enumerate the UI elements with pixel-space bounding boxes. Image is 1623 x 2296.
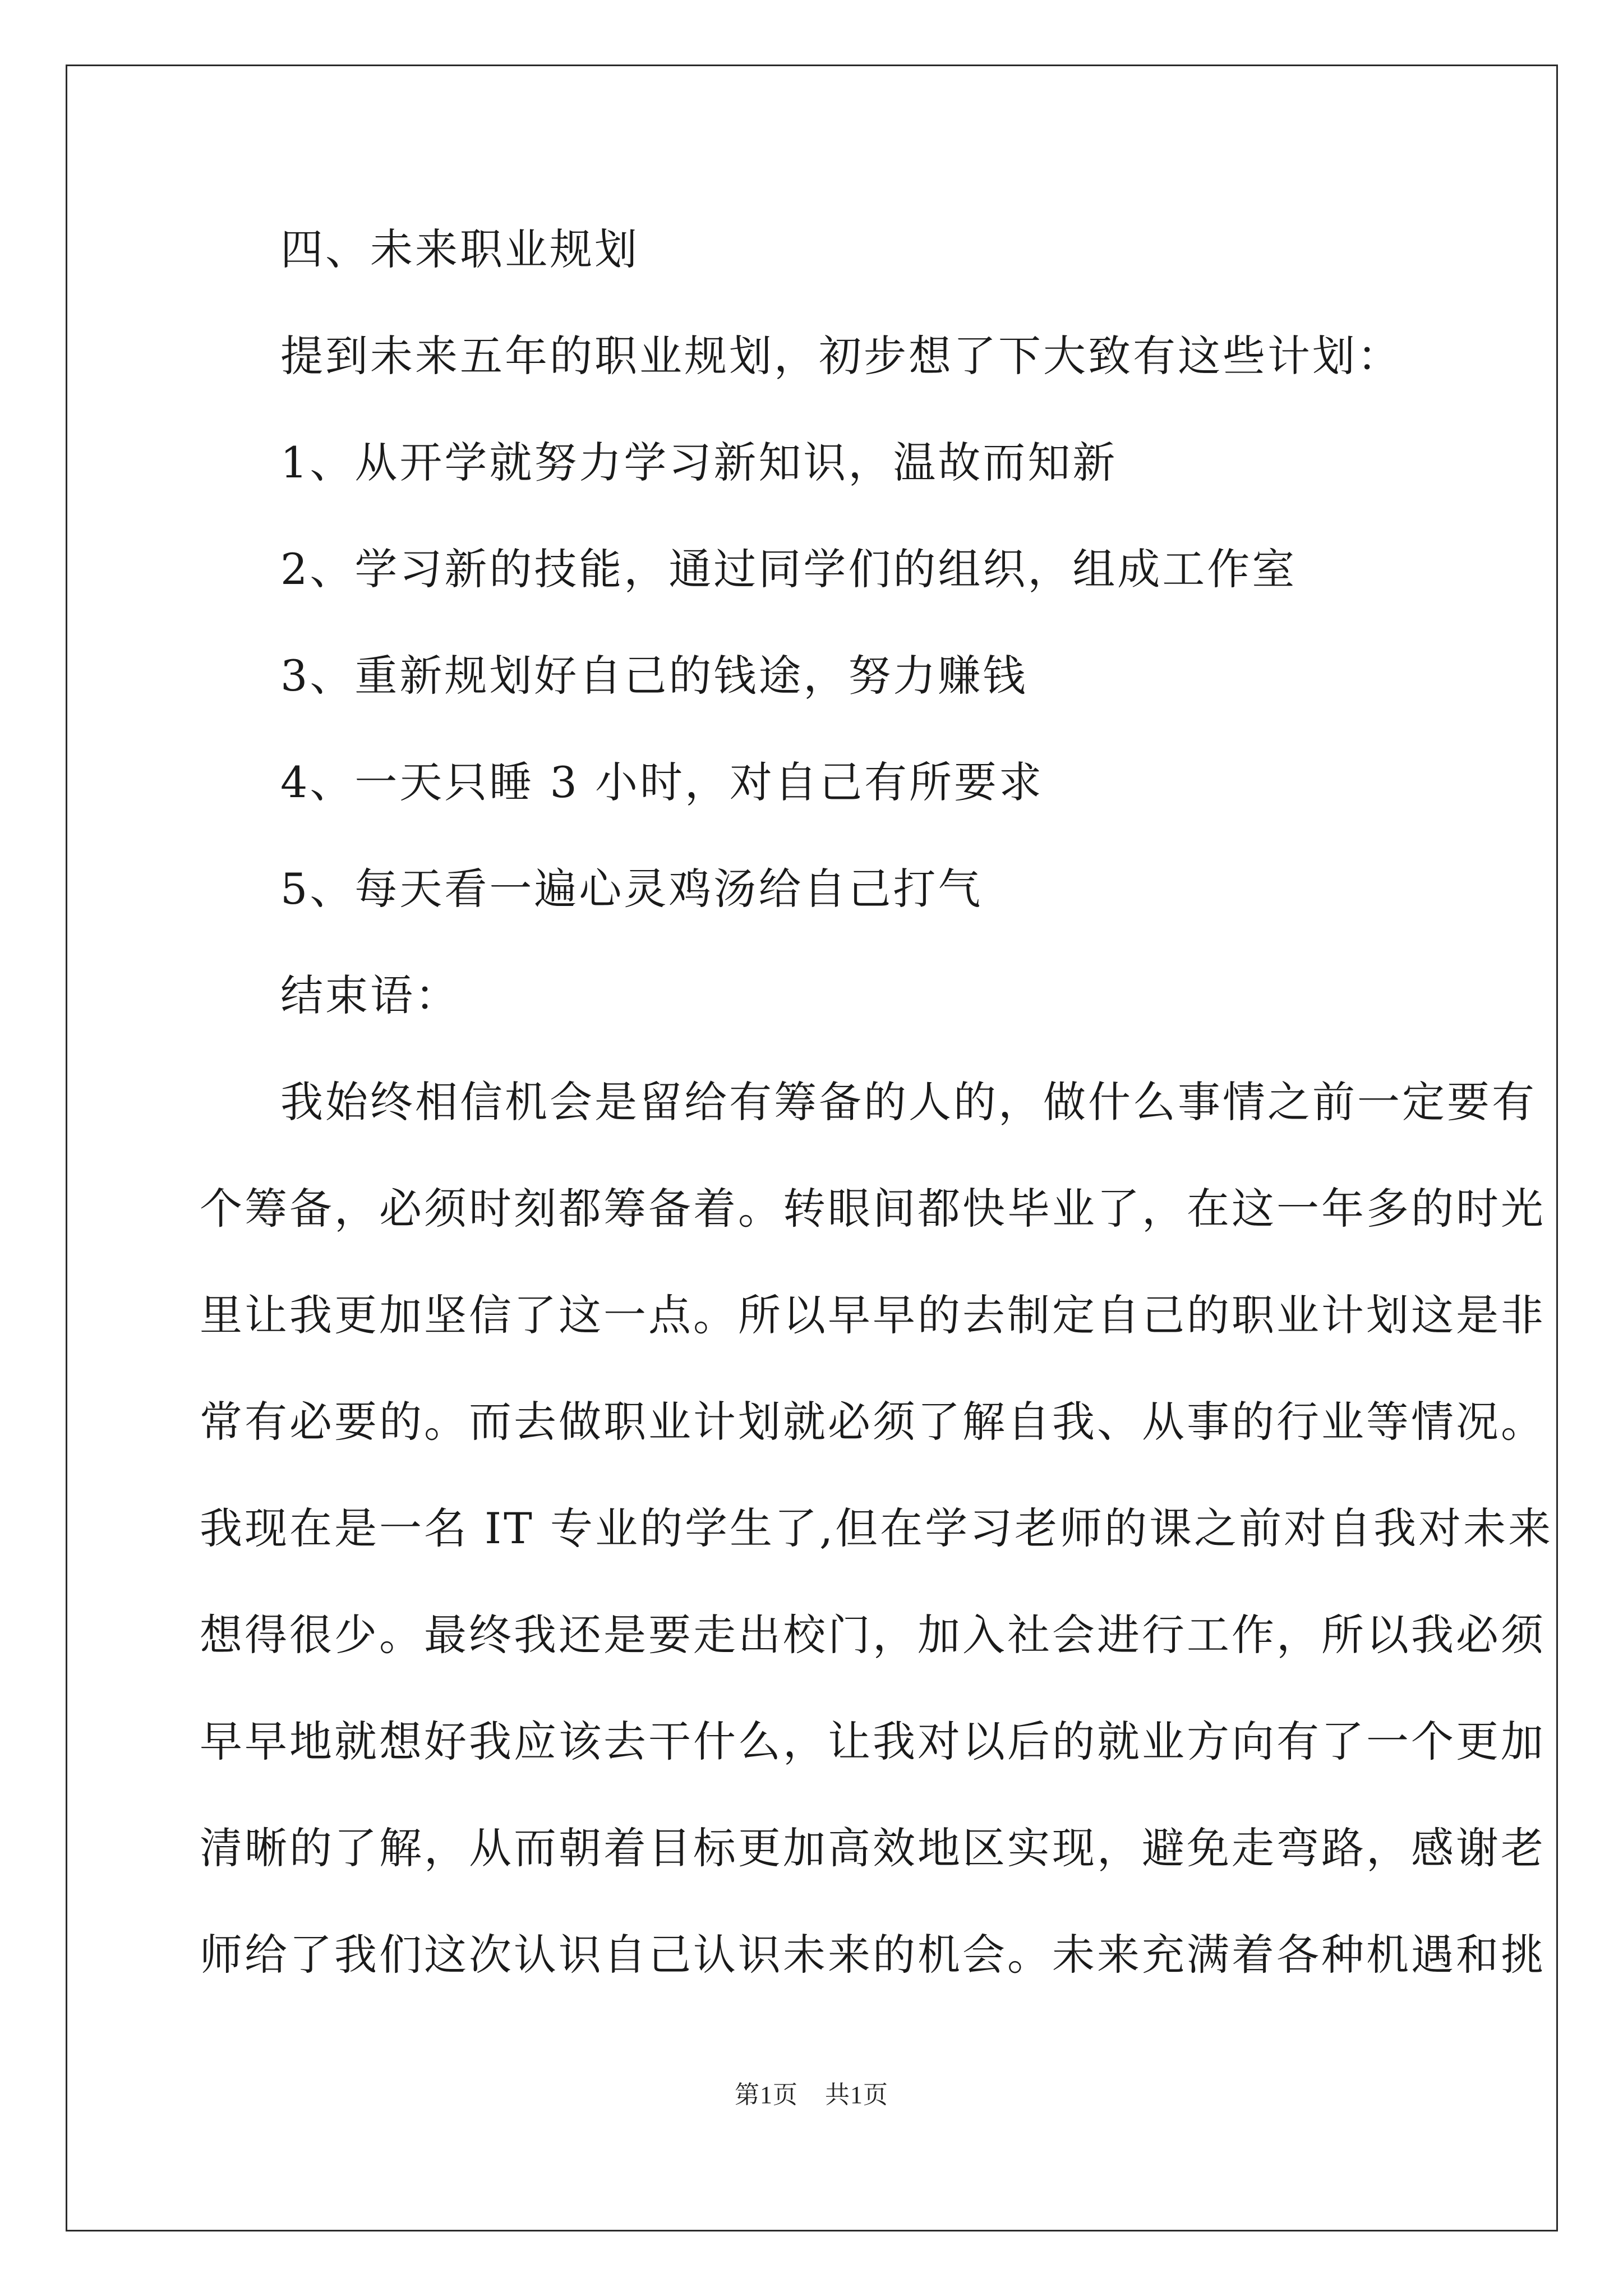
plan-item: 2、学习新的技能，通过同学们的组织，组成工作室 [280,544,1297,594]
closing-paragraph-line: 里让我更加坚信了这一点。所以早早的去制定自己的职业计划这是非 [200,1290,1546,1340]
closing-paragraph-line: 常有必要的。而去做职业计划就必须了解自我、从事的行业等情况。 [200,1397,1546,1447]
closing-paragraph-line: 想得很少。最终我还是要走出校门，加入社会进行工作，所以我必须 [200,1610,1546,1660]
page-number: 第1页 [735,2081,798,2109]
page-border [66,65,1558,2231]
page-footer [0,2078,1623,2112]
plan-item: 1、从开学就努力学习新知识，温故而知新 [280,438,1118,487]
plan-item: 4、一天只睡 3 小时，对自己有所要求 [280,757,1044,807]
section-heading: 四、未来职业规划 [280,224,639,274]
closing-paragraph-line: 我始终相信机会是留给有筹备的人的，做什么事情之前一定要有 [280,1077,1537,1127]
closing-paragraph-line: 清晰的了解，从而朝着目标更加高效地区实现，避免走弯路，感谢老 [200,1823,1546,1873]
intro-paragraph: 提到未来五年的职业规划，初步想了下大致有这些计划： [280,331,1402,381]
closing-paragraph-line: 师给了我们这次认识自己认识未来的机会。未来充满着各种机遇和挑 [200,1930,1546,1980]
closing-paragraph-line: 我现在是一名 IT 专业的学生了,但在学习老师的课之前对自我对未来 [200,1503,1553,1553]
page-total: 共1页 [825,2081,888,2109]
plan-item: 5、每天看一遍心灵鸡汤给自己打气 [280,864,983,914]
closing-paragraph-line: 个筹备，必须时刻都筹备着。转眼间都快毕业了，在这一年多的时光 [200,1184,1546,1234]
closing-paragraph-line: 早早地就想好我应该去干什么，让我对以后的就业方向有了一个更加 [200,1717,1546,1766]
closing-label: 结束语： [280,970,460,1020]
plan-item: 3、重新规划好自己的钱途，努力赚钱 [280,651,1028,701]
